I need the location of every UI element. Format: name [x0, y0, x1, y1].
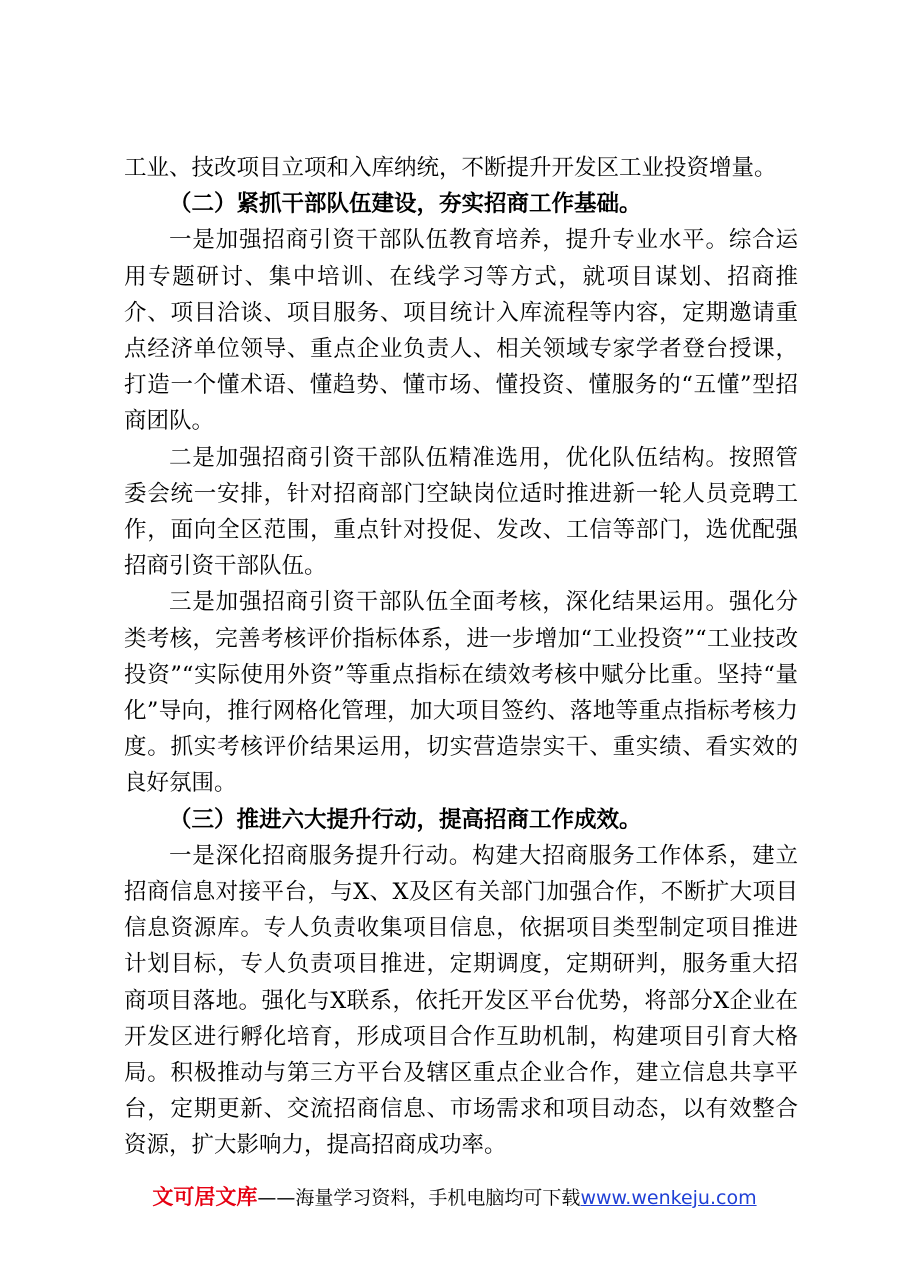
paragraph-cadre-selection: 二是加强招商引资干部队伍精准选用，优化队伍结构。按照管委会统一安排，针对招商部门空缺岗位适时推进新一轮人员竞聘工作，面向全区范围，重点针对投促、发改、工信等部门，选优配强招商引资干部队伍。	[124, 444, 798, 580]
footer-banner	[0, 1184, 909, 1211]
paragraph-cadre-training: 一是加强招商引资干部队伍教育培养，提升专业水平。综合运用专题研讨、集中培训、在线学习等方式，就项目谋划、招商推介、项目洽谈、项目服务、项目统计入库流程等内容，定期邀请重点经济单位领导、重点企业负责人、相关领域专家学者登台授课，打造一个懂术语、懂趋势、懂市场、懂投资、懂服务的“五懂”型招商团队。	[124, 227, 798, 435]
paragraph-cadre-assessment: 三是加强招商引资干部队伍全面考核，深化结果运用。强化分类考核，完善考核评价指标体系，进一步增加“工业投资”“工业技改投资”“实际使用外资”等重点指标在绩效考核中赋分比重。坚持“量化”导向，推行网格化管理，加大项目签约、落地等重点指标考核力度。抓实考核评价结果运用，切实营造崇实干、重实绩、看实效的良好氛围。	[124, 589, 798, 797]
paragraph-service-upgrade: 一是深化招商服务提升行动。构建大招商服务工作体系，建立招商信息对接平台，与X、X及区有关部门加强合作，不断扩大项目信息资源库。专人负责收集项目信息，依据项目类型制定项目推进计划目标，专人负责项目推进，定期调度，定期研判，服务重大招商项目落地。强化与X联系，依托开发区平台优势，将部分X企业在开发区进行孵化培育，形成项目合作互助机制，构建项目引育大格局。积极推动与第三方平台及辖区重点企业合作，建立信息共享平台，定期更新、交流招商信息、市场需求和项目动态，以有效整合资源，扩大影响力，提高招商成功率。	[124, 842, 798, 1159]
footer-url-link[interactable]: www.wenkeju.com	[580, 1187, 757, 1209]
paragraph-continuation: 工业、技改项目立项和入库纳统，不断提升开发区工业投资增量。	[124, 155, 777, 181]
footer-brand: 文可居文库	[152, 1185, 258, 1209]
footer-tagline: 海量学习资料，手机电脑均可下载	[295, 1187, 581, 1209]
section-heading-2: （二）紧抓干部队伍建设，夯实招商工作基础。	[169, 191, 642, 218]
footer-dash: ——	[257, 1187, 296, 1209]
section-heading-3: （三）推进六大提升行动，提高招商工作成效。	[169, 806, 642, 833]
document-body	[124, 150, 798, 1164]
